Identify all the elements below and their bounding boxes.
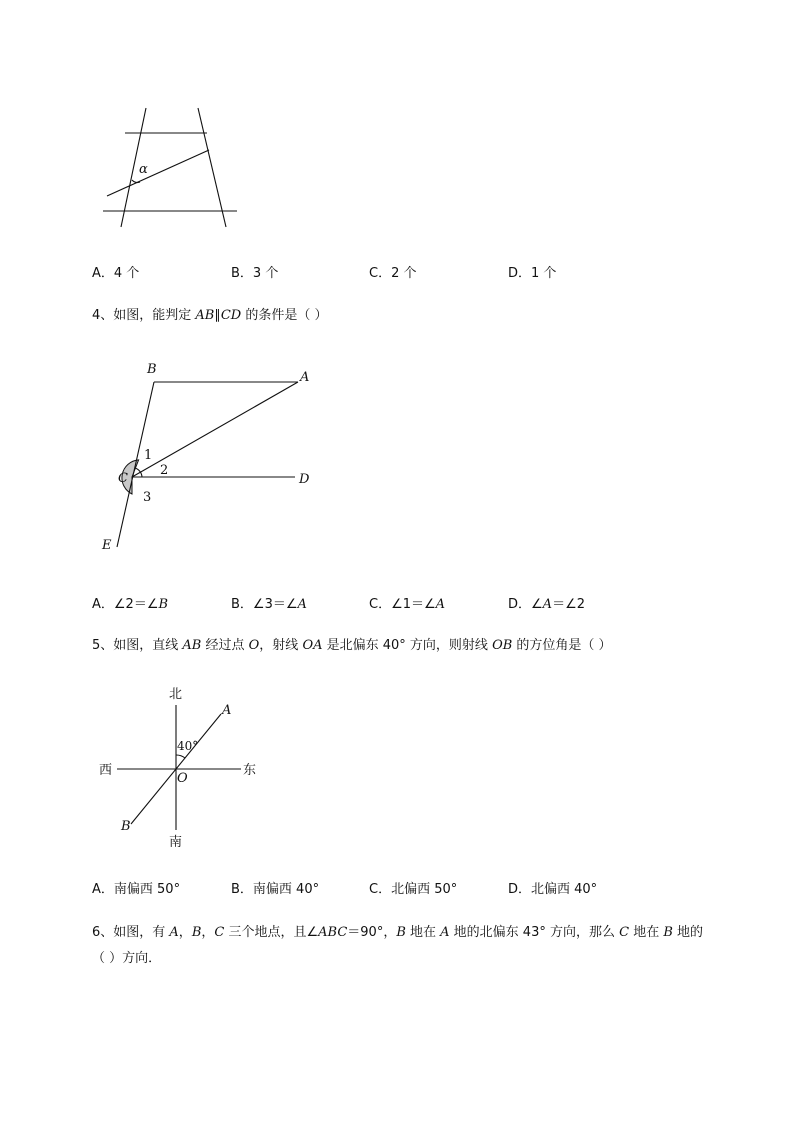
q3-alpha-label: α — [139, 162, 148, 177]
q4-angle-2: 2 — [160, 463, 169, 478]
q5-angle-arc — [176, 755, 185, 758]
q4-label-a: A — [300, 370, 310, 385]
q5-label-b: B — [121, 819, 131, 834]
q3-option-d[interactable]: D．1 个 — [508, 266, 557, 281]
q4-label-d: D — [299, 472, 310, 487]
q3-option-c[interactable]: C．2 个 — [369, 266, 417, 281]
q3-option-a[interactable]: A．4 个 — [92, 266, 140, 281]
q4-option-c[interactable]: C．∠1＝∠A — [369, 597, 446, 612]
q4-option-d[interactable]: D．∠A＝∠2 — [508, 597, 585, 612]
q5-option-a[interactable]: A．南偏西 50° — [92, 882, 181, 897]
q5-option-d[interactable]: D．北偏西 40° — [508, 882, 598, 897]
q5-question-text: 5、如图，直线 AB 经过点 O，射线 OA 是北偏东 40° 方向，则射线 OB 的方位角是（ ） — [92, 638, 612, 653]
q5-angle-label: 40° — [177, 739, 199, 753]
q6-question-text: 6、如图，有 A，B，C 三个地点，且∠ABC＝90°，B 地在 A 地的北偏东 43° 方向，那么 C 地在 B 地的 — [92, 925, 704, 940]
q4-option-b[interactable]: B．∠3＝∠A — [231, 597, 307, 612]
q5-option-b[interactable]: B．南偏西 40° — [231, 882, 320, 897]
q4-angle-3: 3 — [143, 490, 152, 505]
q4-label-e: E — [102, 538, 112, 553]
q5-label-east: 东 — [243, 763, 257, 778]
q5-label-south: 南 — [169, 835, 183, 850]
q5-label-o: O — [177, 771, 188, 786]
q4-label-b: B — [147, 362, 157, 377]
q5-label-a: A — [222, 703, 232, 718]
q6-question-text-line2: （ ）方向． — [92, 951, 162, 966]
q5-label-west: 西 — [99, 763, 113, 778]
q4-angle-1: 1 — [144, 448, 153, 463]
q4-label-c: C — [118, 471, 128, 486]
q4-option-a[interactable]: A．∠2＝∠B — [92, 597, 169, 612]
q4-question-text: 4、如图，能判定 AB∥CD 的条件是（ ） — [92, 308, 328, 323]
q5-option-c[interactable]: C．北偏西 50° — [369, 882, 458, 897]
q3-option-b[interactable]: B．3 个 — [231, 266, 279, 281]
q5-label-north: 北 — [169, 687, 183, 702]
